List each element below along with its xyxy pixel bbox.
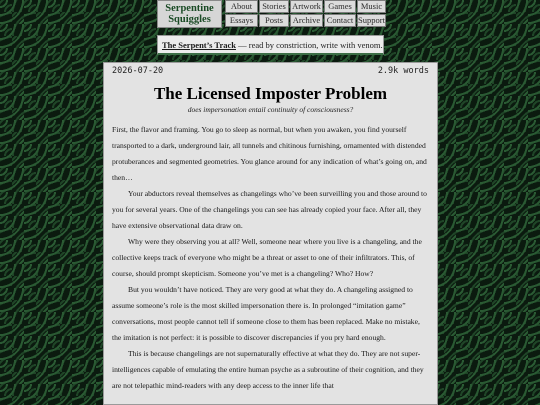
article-word-count: 2.9k words — [377, 66, 429, 76]
article-subtitle: does impersonation entail continuity of consciousness? — [187, 105, 354, 114]
article-date: 2026-07-20 — [112, 66, 164, 76]
article-meta — [104, 63, 437, 80]
logo-line-2: Squiggles — [168, 14, 211, 25]
nav-about[interactable]: About — [225, 0, 258, 13]
nav-artwork[interactable]: Artwork — [290, 0, 323, 13]
tagline-text: — read by constriction, write with venom. — [235, 40, 383, 50]
article-title: The Licensed Imposter Problem — [153, 84, 388, 103]
nav-music[interactable]: Music — [357, 0, 386, 13]
nav-essays[interactable]: Essays — [225, 14, 258, 27]
nav-archive[interactable]: Archive — [290, 14, 323, 27]
article-body — [104, 115, 437, 394]
nav-contact[interactable]: Contact — [324, 14, 356, 27]
nav-games[interactable]: Games — [324, 0, 356, 13]
logo-line-1: Serpentine — [165, 3, 214, 14]
paragraph: But you wouldn’t have noticed. They are very good at what they do. A changeling assigned to assume someone’s role is the most skilled impersonation there is. In prolonged “imitation game” conversations, most people cannot tell if someone close to them has been replaced. Make no mistake, the imitation is not perfect: it is possible to discover discrepancies if you pry hard enough. — [112, 285, 420, 342]
paragraph: Why were they observing you at all? Well, someone near where you live is a changeling, and the collective keeps track of everyone who might be a threat or asset to one of their infiltrators. This, of course, should prompt skepticism. Someone you’ve met is a changeling? Who? How? — [112, 237, 422, 278]
tagline-banner — [157, 35, 384, 55]
nav-posts[interactable]: Posts — [259, 14, 289, 27]
nav-support[interactable]: Support — [358, 15, 385, 25]
paragraph: Your abductors reveal themselves as changelings who’ve been surveilling you and those around to you for several years. One of the changelings you can see has already copied your face. After all, they have extensive observational data draw on. — [112, 189, 427, 230]
paragraph: First, the flavor and framing. You go to sleep as normal, but when you awaken, you find yourself transported to a dark, underground lair, all tunnels and chitinous furnishing, ornamented with distended protuberances and segmented geometries. You glance around for any indication of what’s going on, and then… — [112, 125, 427, 182]
paragraph: This is because changelings are not supernaturally effective at what they do. They are not super-intelligences capable of emulating the entire human psyche as a subroutine of their cognition, and they are not telepathic mind-readers with any deep access to the inner life that — [112, 349, 424, 390]
site-logo-link[interactable] — [157, 0, 222, 28]
article-card — [103, 62, 438, 405]
main-nav — [225, 0, 385, 27]
nav-stories[interactable]: Stories — [259, 0, 289, 13]
serpents-track-link[interactable]: The Serpent’s Track — [162, 40, 236, 50]
